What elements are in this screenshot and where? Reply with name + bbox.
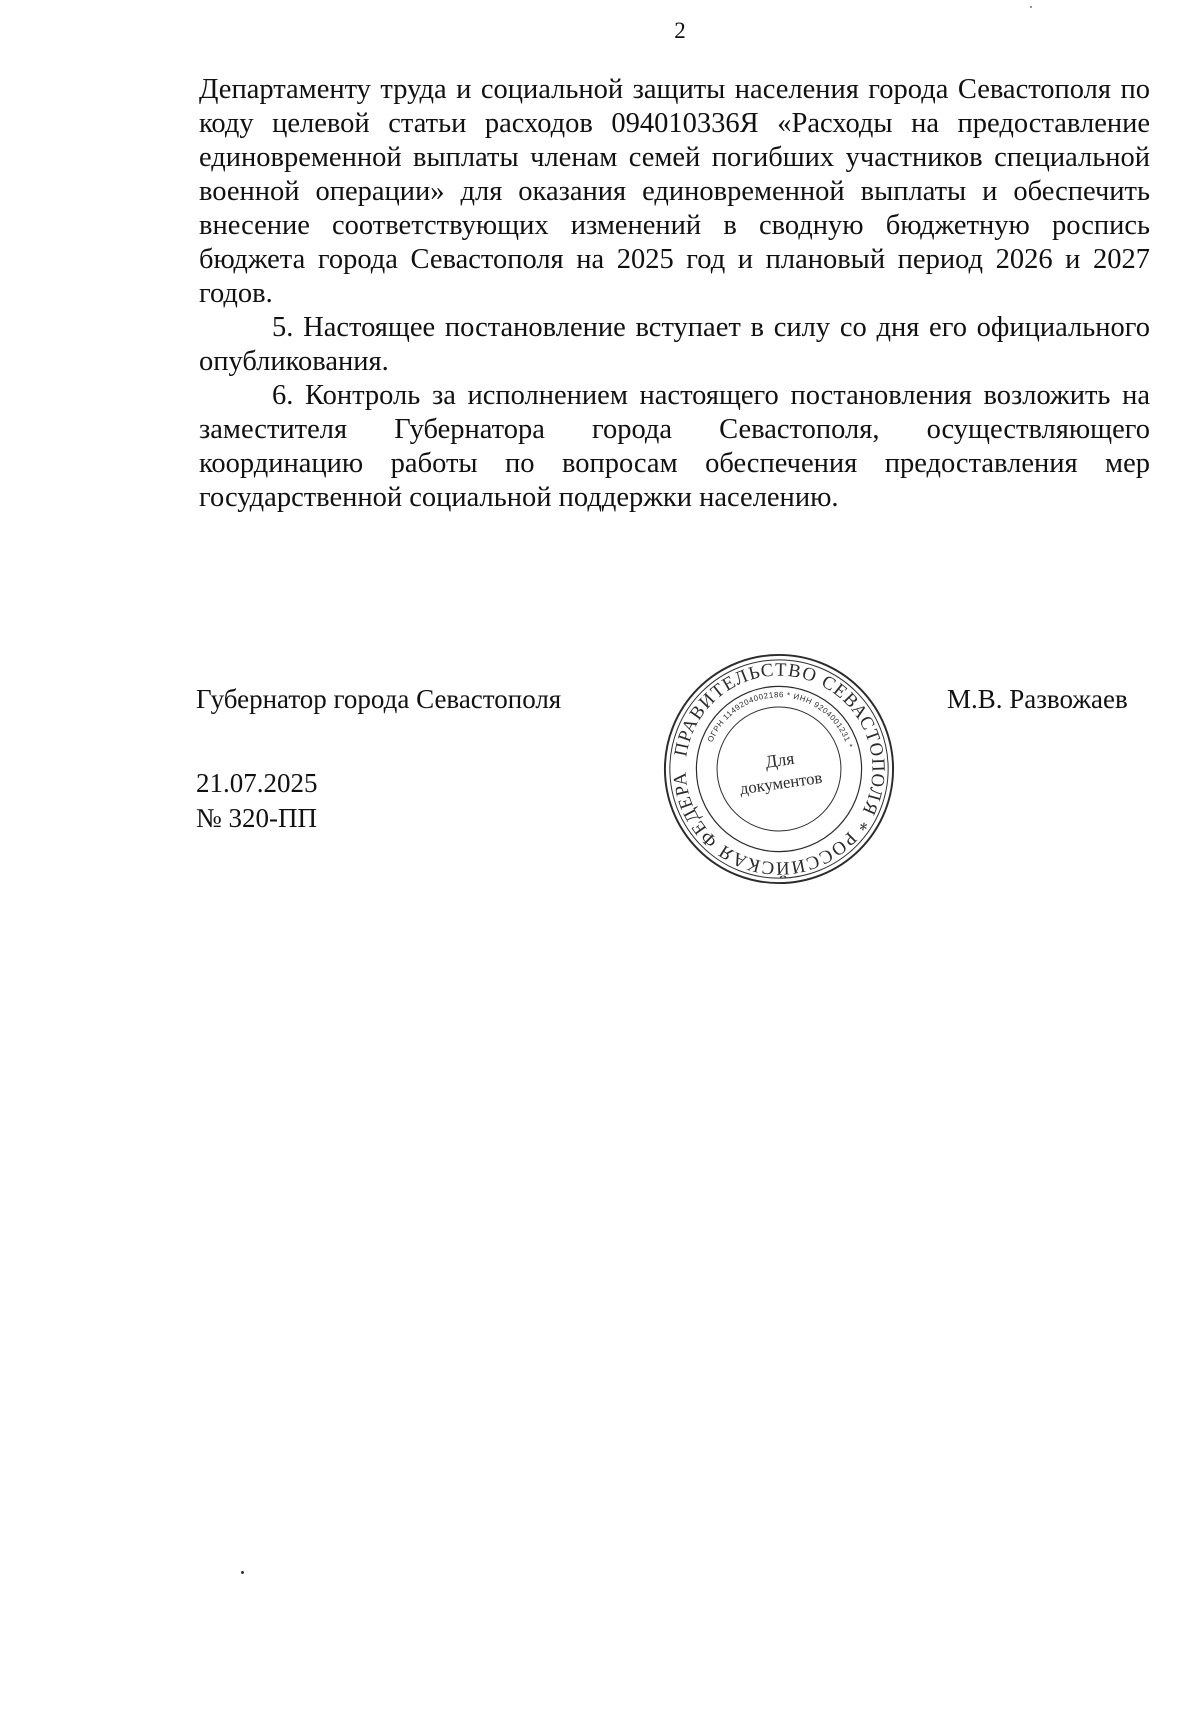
document-date: 21.07.2025 (196, 768, 318, 798)
paragraph-continuation: Департаменту труда и социальной защиты населения города Севастополя по коду целевой статьи расходов 094010336Я «Расходы на предоставление единовременной выплаты членам семей погибших участников специальной военной операции» для оказания единовременной выплаты и обеспечить внесение соответствующих изменений в сводную бюджетную роспись бюджета города Севастополя на 2025 год и плановый период 2026 и 2027 годов. (199, 74, 1150, 309)
signatory-name: М.В. Развожаев (947, 684, 1128, 714)
scan-speck (241, 1571, 244, 1574)
svg-text:ОГРН 1149204002186 * ИНН 92040 (706, 690, 855, 749)
seal-inner-text: ОГРН 1149204002186 * ИНН 9204001231 * (705, 690, 855, 750)
signatory-title: Губернатор города Севастополя (196, 684, 562, 714)
seal-center-line-2: документов (738, 767, 824, 799)
seal-center-line-1: Для (763, 747, 796, 772)
seal-stamp-image (661, 651, 897, 887)
paragraph-5: 5. Настоящее постановление вступает в силу со дня его официального опубликования. (199, 312, 1150, 377)
document-body (199, 73, 1150, 515)
official-seal (661, 651, 897, 887)
paragraph-6: 6. Контроль за исполнением настоящего постановления возложить на заместителя Губернатора города Севастополя, осуществляющего координацию работы по вопросам обеспечения предоставления мер государственной социальной поддержки населению. (199, 380, 1150, 513)
scan-speck (1030, 6, 1032, 8)
page-number: 2 (674, 18, 686, 43)
document-number: № 320-ПП (196, 803, 317, 833)
seal-outer-text: ПРАВИТЕЛЬСТВО СЕВАСТОПОЛЯ * РОССИЙСКАЯ ФЕДЕРА (669, 659, 889, 879)
